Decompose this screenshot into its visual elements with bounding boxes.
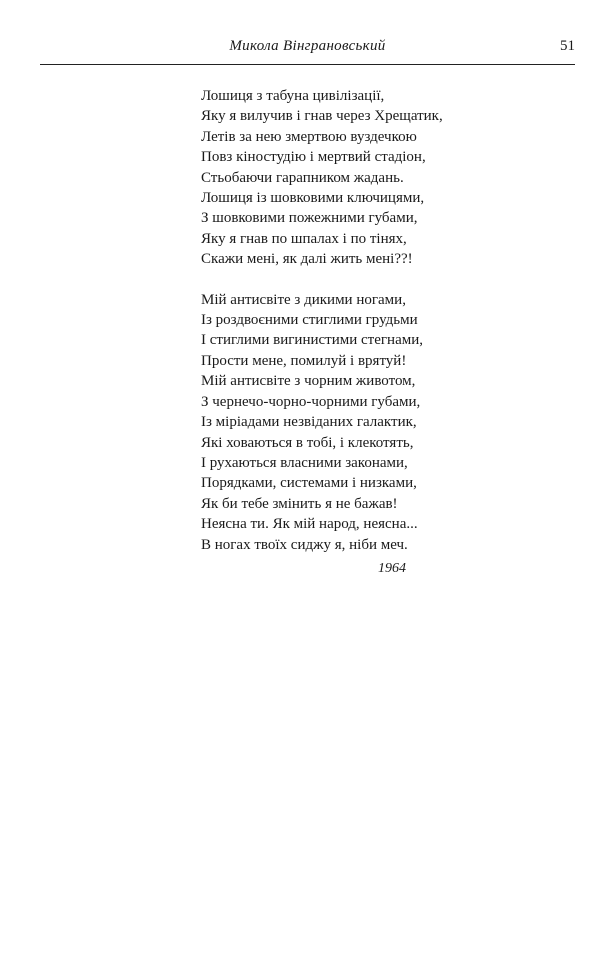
poem-line: З чернечо-чорно-чорними губами, xyxy=(201,393,421,410)
poem-line: Лошиця із шовковими ключицями, xyxy=(201,190,425,207)
poem-line: Яку я вилучив і гнав через Хрещатик, xyxy=(201,108,443,125)
running-header xyxy=(40,36,575,65)
poem-line: І рухаються власними законами, xyxy=(201,454,408,471)
author-name: Микола Вінграновський xyxy=(229,38,386,54)
poem-date: 1964 xyxy=(378,561,406,576)
stanza-1 xyxy=(201,86,501,270)
poem-line: Повз кіностудію і мертвий стадіон, xyxy=(201,149,426,166)
poem-body xyxy=(201,86,501,555)
stanza-2 xyxy=(201,290,501,555)
poem-line: В ногах твоїх сиджу я, ніби меч. xyxy=(201,536,408,553)
poem-line: Як би тебе змінить я не бажав! xyxy=(201,495,398,512)
poem-line: Лошиця з табуна цивілізації, xyxy=(201,88,385,104)
poem-line: Мій антисвіте з чорним животом, xyxy=(201,373,416,390)
page-number: 51 xyxy=(560,38,575,54)
poem-line: Мій антисвіте з дикими ногами, xyxy=(201,291,406,308)
poem-line: Стьобаючи гарапником жадань. xyxy=(201,169,404,186)
poem-line: Порядками, системами і низками, xyxy=(201,475,417,492)
poem-line: Скажи мені, як далі жить мені??! xyxy=(201,251,413,268)
poem-line: І стиглими вигинистими стегнами, xyxy=(201,332,423,349)
poem-line: Із роздвоєними стиглими грудьми xyxy=(201,312,418,329)
poem-line: Які ховаються в тобі, і клекотять, xyxy=(201,434,414,451)
poem-line: Прости мене, помилуй і врятуй! xyxy=(201,352,407,369)
poem-line: Неясна ти. Як мій народ, неясна... xyxy=(201,516,418,533)
poem-line: Летів за нею змертвою вуздечкою xyxy=(201,128,417,145)
poem-line: Яку я гнав по шпалах і по тінях, xyxy=(201,230,407,247)
poem-line: З шовковими пожежними губами, xyxy=(201,210,418,227)
poem-line: Із міріадами незвіданих галактик, xyxy=(201,414,417,431)
